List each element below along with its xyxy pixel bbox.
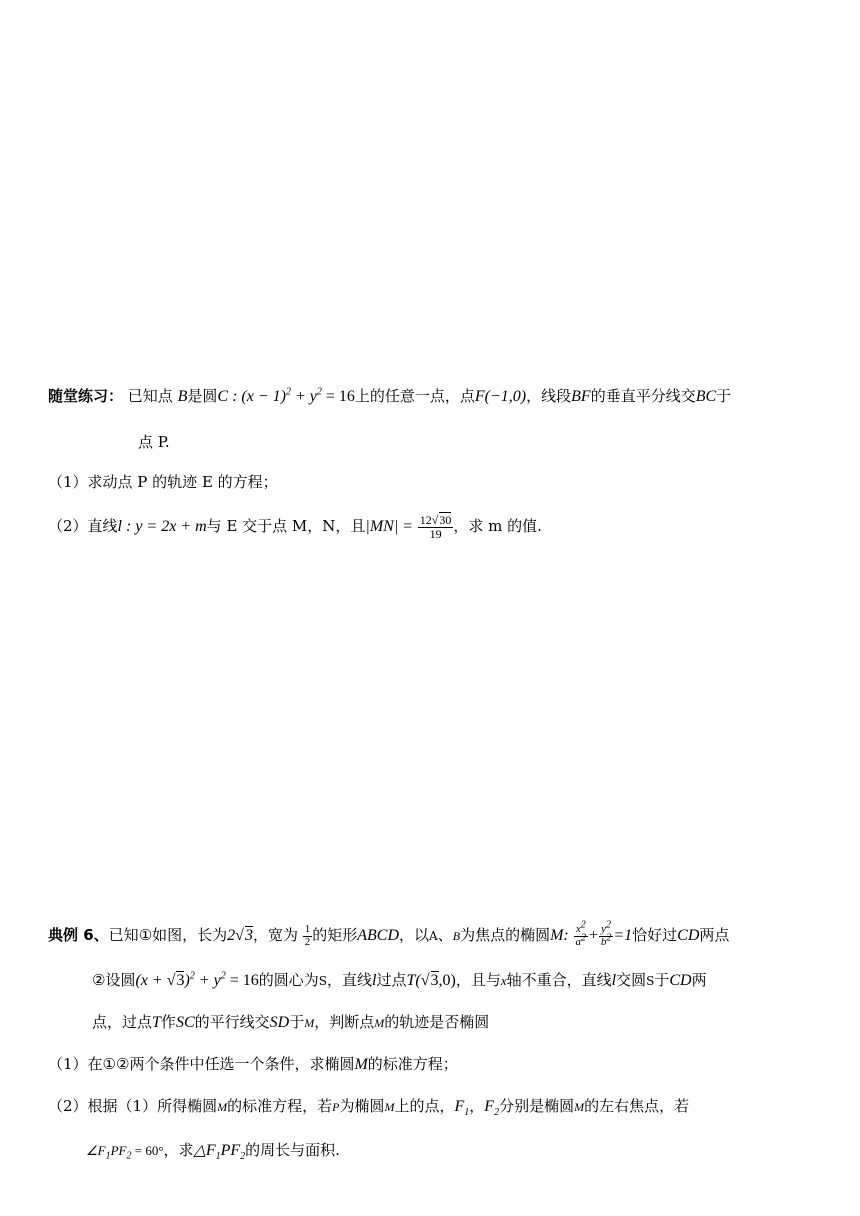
practice-line-1 bbox=[48, 386, 731, 407]
practice-question-1: （1）求动点 P 的轨迹 E 的方程； bbox=[48, 473, 278, 491]
practice-label: 随堂练习： bbox=[48, 387, 124, 405]
example6-question-1: （1）在①②两个条件中任选一个条件，求椭圆M的标准方程； bbox=[48, 1055, 458, 1073]
mn-fraction: $\frac{12√30}{19}$ bbox=[419, 513, 452, 541]
example6-label: 典例 6、 bbox=[48, 926, 109, 945]
ellipse-x-fraction: $\frac{x^2}{a^2}$ bbox=[575, 919, 587, 948]
practice-line-2: 点 P. bbox=[138, 433, 170, 451]
example6-question-2: （2）根据（1）所得椭圆M的标准方程，若P为椭圆M上的点，$F_1$，$F_2$分别是椭圆M的左右焦点，若 bbox=[48, 1097, 690, 1119]
example6-line-3: 点，过点T作SC的平行线交SD于M，判断点M的轨迹是否椭圆 bbox=[92, 1013, 490, 1031]
example6-line-1: 典例 6、已知①如图，长为2√3，宽为 $\frac{1}{2}$ 的矩形ABCD，以A、B为焦点的椭圆M: $\frac{x^2}{a^2}$ + $\frac{y^2}{b^2}$ =1恰好过CD两点 bbox=[48, 919, 730, 948]
practice-text: 已知点 B是圆C : $(x - 1)^2 + y^2 = 16$上的任意一点，点F(−1,0)，线段BF的垂直平分线交BC于 bbox=[127, 386, 732, 405]
example6-line-2: ②设圆$(x + √3)^2 + y^2 = 16$的圆心为S，直线l过点T(√3,0)，且与x轴不重合，直线l交圆S于CD两 bbox=[92, 970, 707, 989]
example6-question-2-cont: $\angle F_1PF_2 = 60^\circ$，求$\triangle F_1PF_2$的周长与面积. bbox=[86, 1141, 340, 1163]
ellipse-y-fraction: $\frac{y^2}{b^2}$ bbox=[600, 919, 612, 948]
width-fraction: $\frac{1}{2}$ bbox=[304, 923, 311, 948]
practice-question-2: （2）直线l : y = 2x + m与 E 交于点 M，N，且|MN| = $\frac{12√30}{19}$ ，求 m 的值. bbox=[48, 513, 542, 541]
